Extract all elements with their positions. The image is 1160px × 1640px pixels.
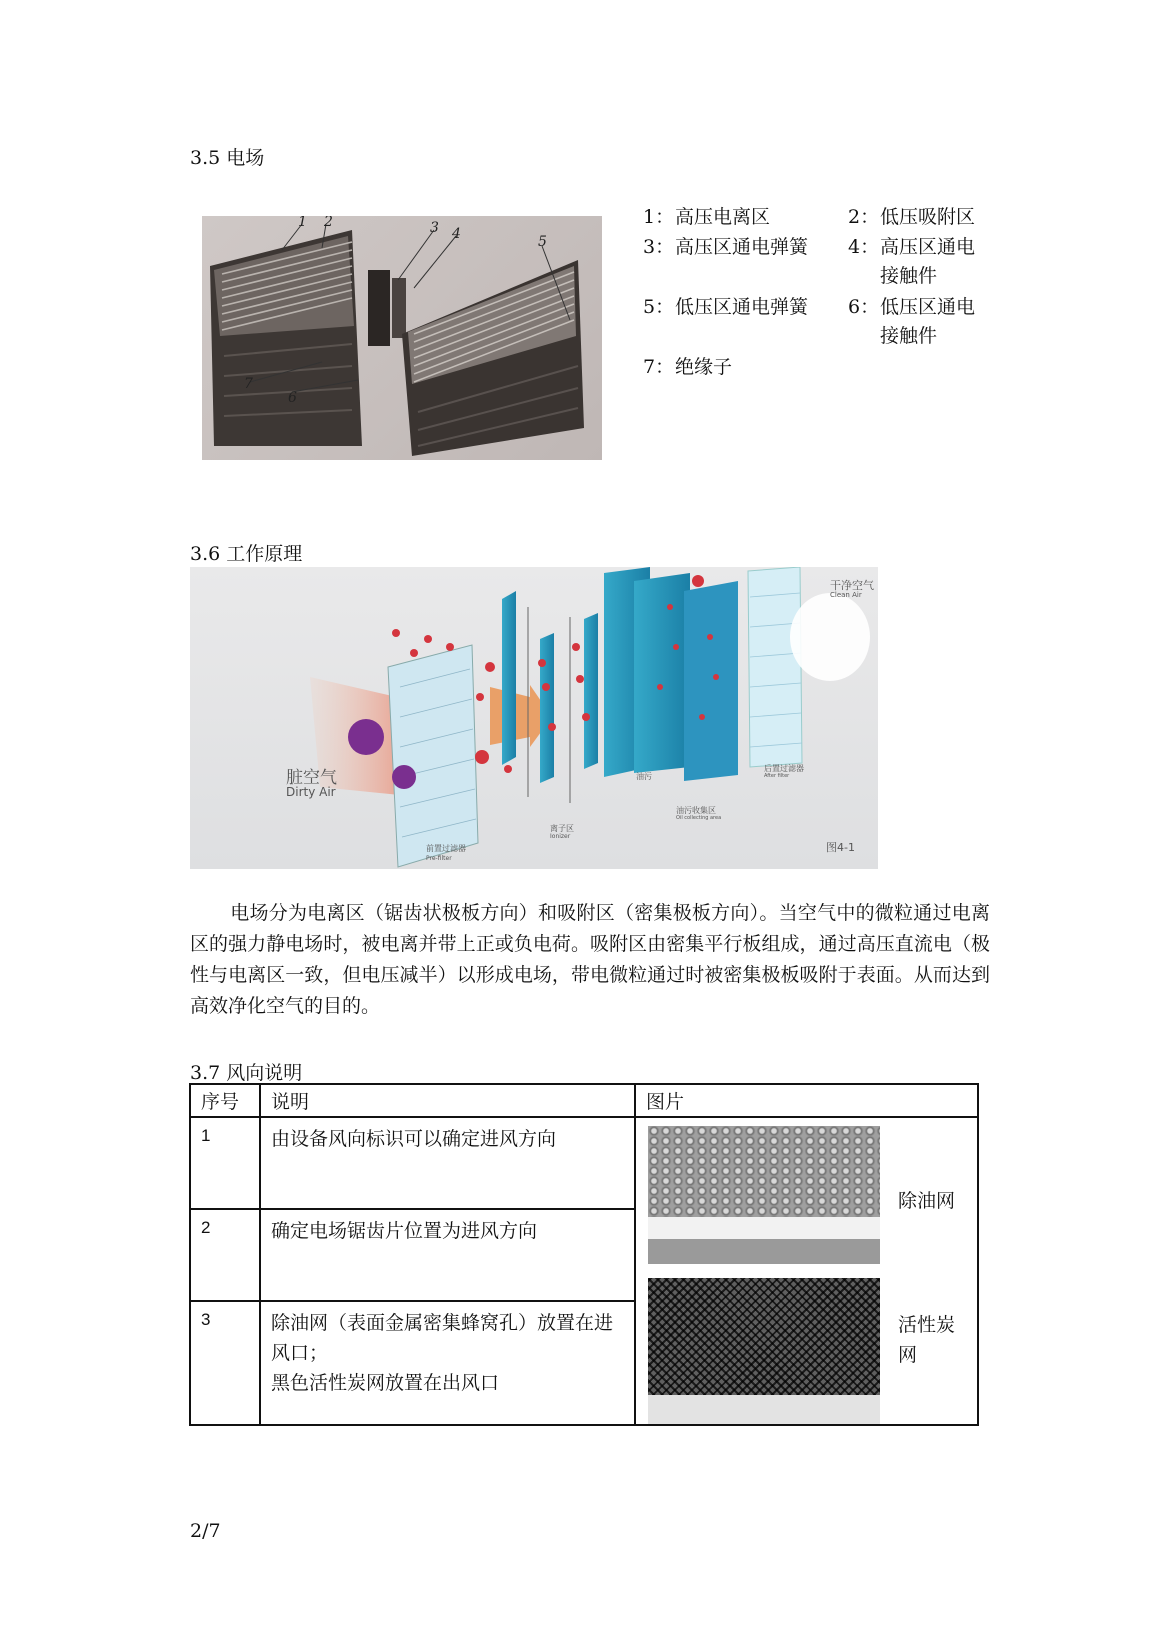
table-row (190, 1117, 978, 1209)
section-heading-3-6: 3.6 工作原理 (190, 543, 303, 565)
legend-item-3: 3：高压区通电弹簧 (643, 236, 809, 258)
callout-1: 1 (298, 216, 307, 230)
oil-collecting-label: 油污收集区 (676, 806, 716, 815)
clean-air-label: 干净空气 (830, 579, 874, 592)
row-num: 1 (190, 1117, 260, 1209)
ionizer-label: 离子区 (550, 824, 574, 833)
oil-collecting-label-en: Oil collecting area (676, 815, 722, 821)
callout-6: 6 (288, 390, 297, 406)
legend-item-6: 6：低压区通电接触件 (848, 296, 976, 347)
header-desc: 说明 (260, 1084, 635, 1117)
header-image: 图片 (635, 1084, 978, 1117)
legend-item-1: 1：高压电离区 (643, 206, 771, 228)
row-desc (260, 1301, 635, 1425)
callout-3: 3 (430, 220, 439, 236)
dirty-air-label: 脏空气 (286, 768, 337, 788)
working-principle-illustration (190, 567, 878, 869)
row-desc-line: 黑色活性炭网放置在出风口 (271, 1372, 500, 1394)
callout-2: 2 (324, 216, 333, 230)
callout-4: 4 (452, 226, 461, 242)
pre-filter-label-en: Pre-filter (426, 855, 452, 862)
table-header-row (190, 1084, 978, 1117)
legend-item-2: 2：低压吸附区 (848, 206, 976, 228)
section-heading-3-7: 3.7 风向说明 (190, 1062, 303, 1084)
header-num: 序号 (190, 1084, 260, 1117)
ionizer-label-en: Ionizer (550, 833, 571, 840)
working-principle-diagram (190, 567, 878, 869)
legend-item-4: 4：高压区通电接触件 (848, 236, 976, 287)
row-num: 2 (190, 1209, 260, 1301)
carbon-mesh-label: 活性炭网 (898, 1314, 956, 1366)
oil-label: 油污 (636, 772, 652, 781)
row-desc-line: 除油网（表面金属密集蜂窝孔）放置在进风口； (271, 1312, 614, 1364)
filter-images-cell (635, 1117, 978, 1425)
dirty-air-label-en: Dirty Air (286, 785, 336, 799)
electric-field-illustration (202, 216, 602, 460)
callout-5: 5 (538, 234, 547, 250)
clean-air-label-en: Clean Air (830, 591, 862, 599)
after-filter-label-en: After filter (764, 773, 790, 779)
wind-direction-table (189, 1083, 979, 1426)
legend-item-5: 5：低压区通电弹簧 (643, 296, 809, 318)
callout-7: 7 (244, 376, 253, 392)
page-number: 2/7 (190, 1520, 221, 1542)
working-principle-paragraph: 电场分为电离区（锯齿状极板方向）和吸附区（密集极板方向）。当空气中的微粒通过电离区的强力静电场时，被电离并带上正或负电荷。吸附区由密集平行板组成，通过高压直流电（极性与电离区一致，但电压减半）以形成电场，带电微粒通过时被密集极板吸附于表面。从而达到高效净化空气的目的。 (190, 902, 990, 1017)
oil-mesh-photo (648, 1126, 880, 1264)
pre-filter-label: 前置过滤器 (426, 844, 466, 853)
electric-field-photo (202, 216, 602, 460)
after-filter-label: 后置过滤器 (764, 764, 804, 773)
carbon-mesh-photo (648, 1278, 880, 1424)
row-desc: 由设备风向标识可以确定进风方向 (260, 1117, 635, 1209)
row-num: 3 (190, 1301, 260, 1425)
section-heading-3-5: 3.5 电场 (190, 147, 265, 169)
oil-mesh-label: 除油网 (898, 1190, 956, 1212)
legend-item-7: 7：绝缘子 (643, 356, 733, 378)
row-desc: 确定电场锯齿片位置为进风方向 (260, 1209, 635, 1301)
figure-label: 图4-1 (826, 841, 855, 854)
